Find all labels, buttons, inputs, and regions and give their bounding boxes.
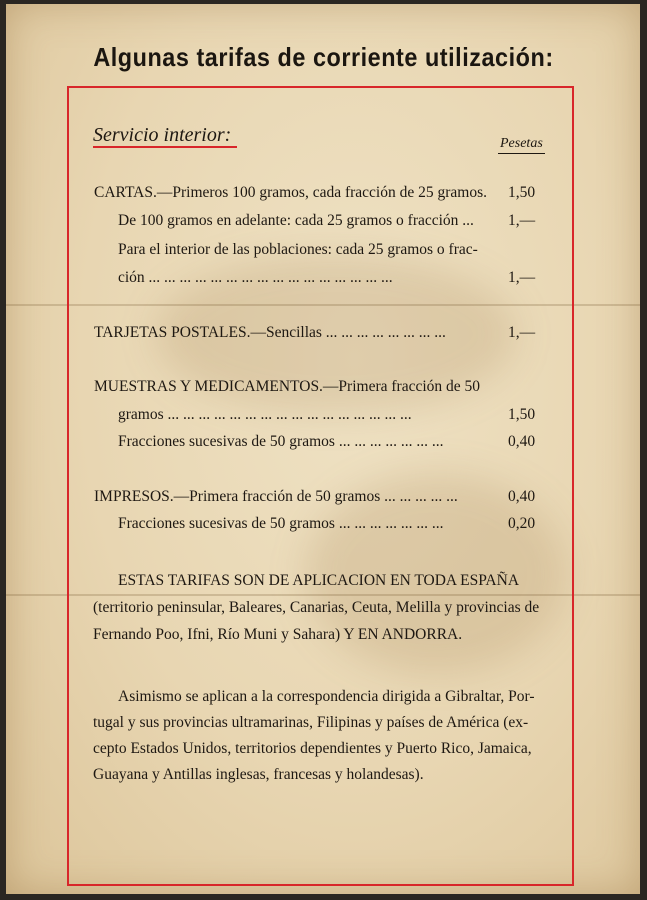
note-line: Asimismo se aplican a la correspondencia dirigida a Gibraltar, Por- (118, 688, 535, 705)
rate-line-muestras-cont: gramos ... ... ... ... ... ... ... ... ... ... ... ... ... ... ... ... (118, 406, 412, 423)
rate-line-muestras-sucesivas: Fracciones sucesivas de 50 gramos ... ... ... ... ... ... ... (118, 433, 444, 450)
rate-line-tarjetas: TARJETAS POSTALES.—Sencillas ... ... ... ... ... ... ... ... (94, 324, 446, 341)
note-line: (territorio peninsular, Baleares, Canarias, Ceuta, Melilla y provincias de (93, 599, 540, 616)
section-heading: Servicio interior: (93, 124, 237, 148)
rate-price: 1,— (508, 212, 536, 229)
rate-price: 1,50 (508, 406, 536, 423)
note-line: tugal y sus provincias ultramarinas, Filipinas y países de América (ex- (93, 714, 529, 731)
rate-line-cartas-over-100: De 100 gramos en adelante: cada 25 gramos o fracción ... (118, 212, 474, 229)
rate-line-cartas-local-cont: ción ... ... ... ... ... ... ... ... ... ... ... ... ... ... ... ... (118, 269, 393, 286)
rate-line-cartas: CARTAS.—Primeros 100 gramos, cada fracción de 25 gramos. (94, 184, 487, 201)
page-title: Algunas tarifas de corriente utilización: (93, 42, 554, 72)
rate-price: 1,— (508, 269, 536, 286)
note-line: ESTAS TARIFAS SON DE APLICACION EN TODA ESPAÑA (118, 572, 520, 589)
note-line: cepto Estados Unidos, territorios dependientes y Puerto Rico, Jamaica, (93, 740, 532, 757)
rate-line-impresos: IMPRESOS.—Primera fracción de 50 gramos ... ... ... ... ... (94, 488, 458, 505)
rate-price: 0,20 (508, 515, 536, 532)
rate-line-cartas-local: Para el interior de las poblaciones: cada 25 gramos o frac- (118, 241, 478, 258)
rate-line-impresos-sucesivas: Fracciones sucesivas de 50 gramos ... ... ... ... ... ... ... (118, 515, 444, 532)
rate-line-muestras: MUESTRAS Y MEDICAMENTOS.—Primera fracción de 50 (94, 378, 481, 395)
rate-price: 1,— (508, 324, 536, 341)
rate-price: 0,40 (508, 433, 536, 450)
rate-price: 1,50 (508, 184, 536, 201)
currency-column-header: Pesetas (498, 136, 545, 154)
note-line: Guayana y Antillas inglesas, francesas y holandesas). (93, 766, 424, 783)
rate-price: 0,40 (508, 488, 536, 505)
note-line: Fernando Poo, Ifni, Río Muni y Sahara) Y EN ANDORRA. (93, 626, 463, 643)
